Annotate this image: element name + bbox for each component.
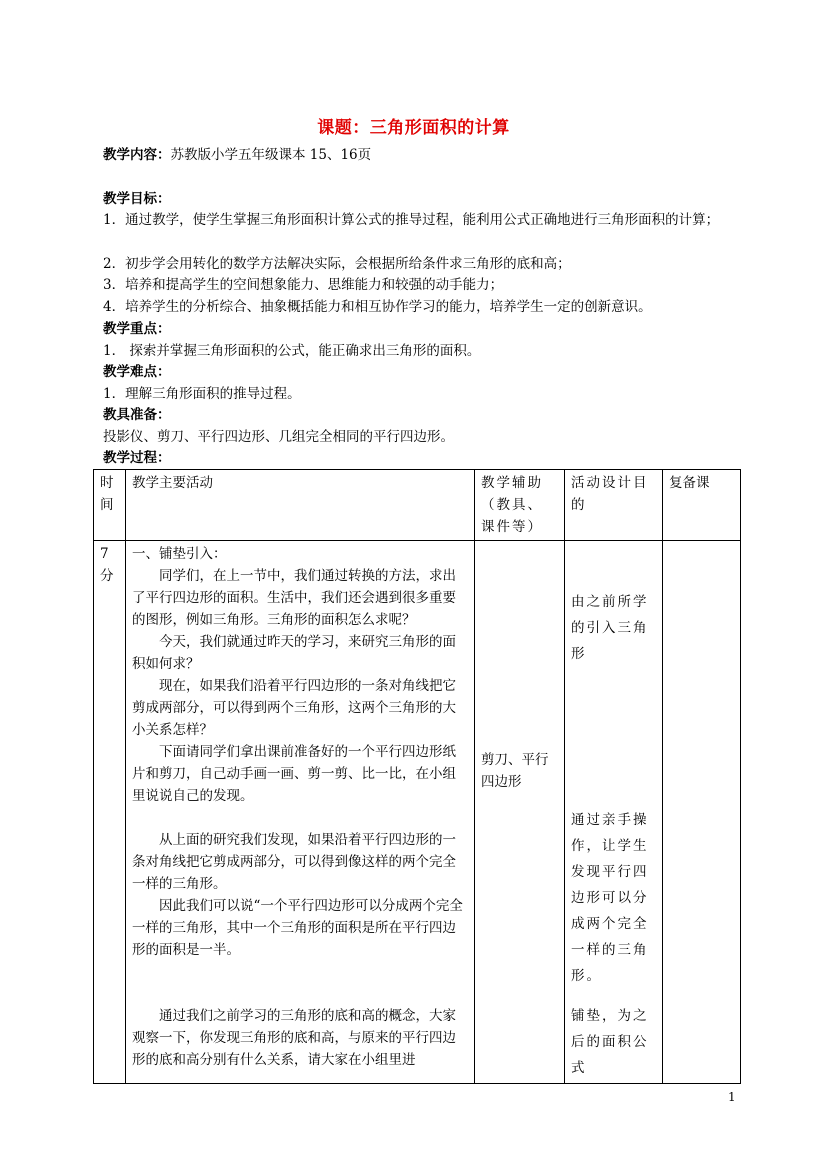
cell-purpose <box>565 541 663 1084</box>
tools-label: 教具准备： <box>103 407 171 423</box>
content-label: 教学内容： <box>103 147 171 163</box>
activity-paragraph: 同学们，在上一节中，我们通过转换的方法，求出了平行四边形的面积。生活中，我们还会遇到很多重要的图形，例如三角形。三角形的面积怎么求呢？ <box>132 568 456 628</box>
activity-paragraph: 因此我们可以说“一个平行四边形可以分成两个完全一样的三角形，其中一个三角形的面积是所在平行四边形的面积是一半。 <box>132 898 463 958</box>
page-number: 1 <box>728 1090 736 1104</box>
cell-activity <box>126 541 475 1084</box>
key-item: 1． 探索并掌握三角形面积的公式，能正确求出三角形的面积。 <box>103 343 481 359</box>
goal-item: 1．通过教学，使学生掌握三角形面积计算公式的推导过程，能利用公式正确地进行三角形面积的计算； <box>103 212 720 228</box>
activity-paragraph: 下面请同学们拿出课前准备好的一个平行四边形纸片和剪刀，自己动手画一画、剪一剪、比一比，在小组里说说自己的发现。 <box>132 744 456 804</box>
aids-text: 剪刀、平行四边形 <box>481 752 549 790</box>
activity-paragraph: 今天，我们就通过昨天的学习，来研究三角形的面积如何求？ <box>132 634 456 672</box>
cell-time: 7分 <box>94 541 126 1084</box>
process-table <box>93 469 741 1084</box>
content-line <box>103 145 371 165</box>
activity-paragraph: 从上面的研究我们发现，如果沿着平行四边形的一条对角线把它剪成两部分，可以得到像这样的两个完全一样的三角形。 <box>132 832 456 892</box>
difficulty-label: 教学难点： <box>103 364 171 380</box>
process-label: 教学过程： <box>103 450 171 466</box>
purpose-text: 铺垫，为之后的面积公式 <box>571 1008 649 1076</box>
goal-item: 4．培养学生的分析综合、抽象概括能力和相互协作学习的能力，培养学生一定的创新意识。 <box>103 299 652 315</box>
header-activity: 教学主要活动 <box>126 470 475 541</box>
key-label: 教学重点： <box>103 321 171 337</box>
header-purpose: 活动设计目的 <box>565 470 663 541</box>
goal-item: 2．初步学会用转化的数学方法解决实际，会根据所给条件求三角形的底和高； <box>103 256 571 272</box>
header-time: 时间 <box>94 470 126 541</box>
activity-heading: 一、铺垫引入： <box>132 546 227 562</box>
header-aids: 教学辅助（教具、课件等） <box>475 470 565 541</box>
purpose-text: 由之前所学的引入三角形 <box>571 594 649 662</box>
activity-paragraph: 通过我们之前学习的三角形的底和高的概念，大家观察一下，你发现三角形的底和高，与原来的平行四边形的底和高分别有什么关系，请大家在小组里进 <box>132 1008 456 1068</box>
table-row <box>94 541 741 1084</box>
cell-aids <box>475 541 565 1084</box>
goal-item: 3．培养和提高学生的空间想象能力、思维能力和较强的动手能力； <box>103 277 504 293</box>
cell-review <box>663 541 741 1084</box>
activity-paragraph: 现在，如果我们沿着平行四边形的一条对角线把它剪成两部分，可以得到两个三角形，这两个三角形的大小关系怎样？ <box>132 678 456 738</box>
goals-label: 教学目标： <box>103 191 171 207</box>
tools-text: 投影仪、剪刀、平行四边形、几组完全相同的平行四边形。 <box>103 429 454 445</box>
content-value: 苏教版小学五年级课本 15、16页 <box>170 147 372 163</box>
page-title: 课题：三角形面积的计算 <box>317 118 510 138</box>
purpose-text: 通过亲手操作，让学生发现平行四边形可以分成两个完全一样的三角形。 <box>571 812 649 984</box>
table-header-row <box>94 470 741 541</box>
difficulty-item: 1．理解三角形面积的推导过程。 <box>103 386 301 402</box>
header-review: 复备课 <box>663 470 741 541</box>
